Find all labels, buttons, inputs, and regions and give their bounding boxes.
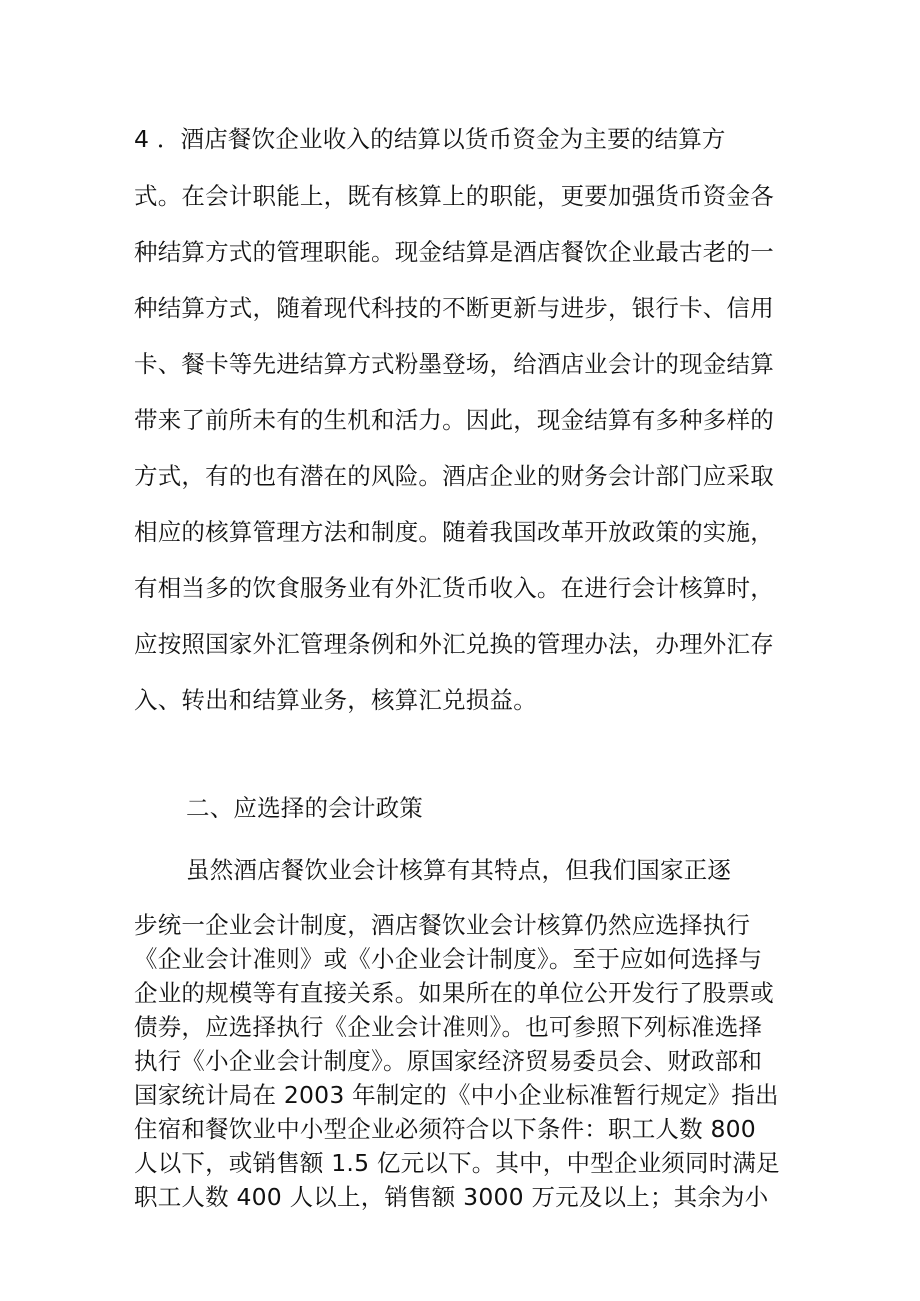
paragraph-2-line-5: 债券，应选择执行《企业会计准则》。也可参照下列标准选择 xyxy=(134,1013,763,1041)
section-heading: 二、应选择的会计政策 xyxy=(186,794,423,822)
paragraph-2-line-3: 《企业会计准则》或《小企业会计制度》。至于应如何选择与 xyxy=(134,945,763,973)
paragraph-2-line-8: 住宿和餐饮业中小型企业必须符合以下条件：职工人数 800 xyxy=(134,1115,756,1143)
paragraph-2-line-4: 企业的规模等有直接关系。如果所在的单位公开发行了股票或 xyxy=(134,979,774,1007)
paragraph-1-line-11: 入、转出和结算业务，核算汇兑损益。 xyxy=(134,686,537,714)
paragraph-1-line-8: 相应的核算管理方法和制度。随着我国改革开放政策的实施， xyxy=(134,518,774,546)
paragraph-1-line-1: 4 ．酒店餐饮企业收入的结算以货币资金为主要的结算方 xyxy=(134,125,726,153)
paragraph-1-line-7: 方式，有的也有潜在的风险。酒店企业的财务会计部门应采取 xyxy=(134,462,774,490)
paragraph-1-line-4: 种结算方式，随着现代科技的不断更新与进步，银行卡、信用 xyxy=(134,294,774,322)
paragraph-2-line-9: 人以下，或销售额 1.5 亿元以下。其中，中型企业须同时满足 xyxy=(134,1149,780,1177)
paragraph-1-line-10: 应按照国家外汇管理条例和外汇兑换的管理办法，办理外汇存 xyxy=(134,630,774,658)
paragraph-1-line-9: 有相当多的饮食服务业有外汇货币收入。在进行会计核算时， xyxy=(134,574,774,602)
paragraph-2-line-7: 国家统计局在 2003 年制定的《中小企业标准暂行规定》指出 xyxy=(134,1081,779,1109)
paragraph-2-line-1: 虽然酒店餐饮业会计核算有其特点，但我们国家正逐 xyxy=(186,856,732,884)
paragraph-2-line-6: 执行《小企业会计制度》。原国家经济贸易委员会、财政部和 xyxy=(134,1047,763,1075)
paragraph-1-line-3: 种结算方式的管理职能。现金结算是酒店餐饮企业最古老的一 xyxy=(134,238,774,266)
paragraph-2-line-10: 职工人数 400 人以上，销售额 3000 万元及以上；其余为小 xyxy=(134,1183,769,1211)
paragraph-1-line-2: 式。在会计职能上，既有核算上的职能，更要加强货币资金各 xyxy=(134,182,774,210)
paragraph-2-line-2: 步统一企业会计制度，酒店餐饮业会计核算仍然应选择执行 xyxy=(134,911,751,939)
paragraph-1-line-6: 带来了前所未有的生机和活力。因此，现金结算有多种多样的 xyxy=(134,406,774,434)
paragraph-1-line-5: 卡、餐卡等先进结算方式粉墨登场，给酒店业会计的现金结算 xyxy=(134,350,774,378)
